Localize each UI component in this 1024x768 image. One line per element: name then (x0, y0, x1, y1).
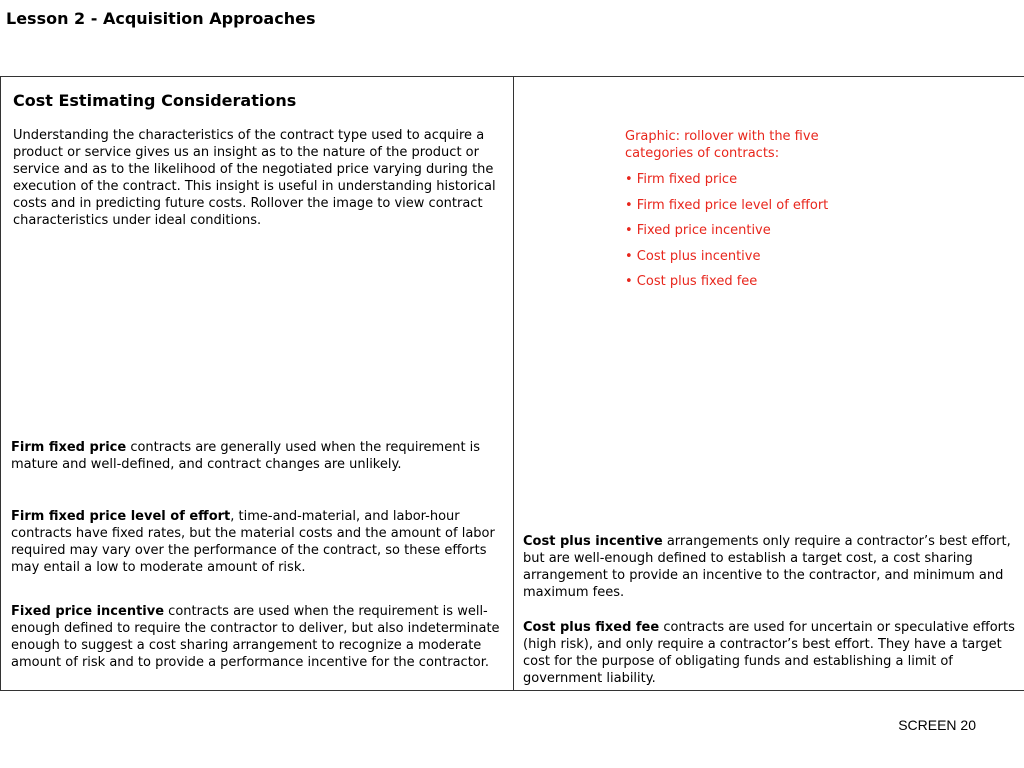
cpi-description (523, 533, 1013, 601)
content-frame (0, 76, 1024, 691)
ffp-text: contracts are generally used when the requirement is mature and well-defined, and contract changes are unlikely. (11, 440, 481, 472)
cpi-term: Cost plus incentive (523, 534, 663, 549)
fpi-term: Fixed price incentive (11, 604, 165, 619)
ffploe-description (11, 508, 501, 576)
category-item[interactable]: • Cost plus fixed fee (625, 274, 758, 289)
screen-number: SCREEN 20 (898, 717, 976, 733)
intro-paragraph: Understanding the characteristics of the contract type used to acquire a product or service gives us an insight as to the nature of the product or service and as to the likelihood of the negotiated price varying during the execution of the contract. This insight is useful in understanding historical costs and in predicting future costs. Rollover the image to view contract characteristics under ideal conditions. (13, 128, 496, 228)
contract-categories-list[interactable] (625, 171, 828, 299)
lesson-title: Lesson 2 - Acquisition Approaches (6, 9, 316, 28)
cpff-term: Cost plus fixed fee (523, 620, 660, 635)
ffploe-term: Firm fixed price level of effort (11, 509, 231, 524)
cpff-description (523, 619, 1018, 687)
graphic-rollover-note[interactable]: Graphic: rollover with the five categories of contracts: (625, 129, 819, 161)
cpi-text: arrangements only require a contractor’s best effort, but are well-enough defined to establish a target cost, a cost sharing arrangement to provide an incentive to the contractor, and minimum and maximum fees. (523, 534, 1011, 600)
cpff-text: contracts are used for uncertain or speculative efforts (high risk), and only require a contractor’s best effort. They have a target cost for the purpose of obligating funds and establishing a limit of government liability. (523, 620, 1015, 686)
column-divider (513, 77, 514, 690)
ffploe-text: , time-and-material, and labor-hour contracts have fixed rates, but the material costs and the amount of labor required may vary over the performance of the contract, so these efforts may entail a low to moderate amount of risk. (11, 509, 495, 575)
category-item[interactable]: • Fixed price incentive (625, 223, 771, 238)
ffp-description (11, 439, 501, 473)
category-item[interactable]: • Cost plus incentive (625, 248, 761, 264)
ffp-term: Firm fixed price (11, 440, 127, 455)
fpi-description (11, 603, 501, 671)
fpi-text: contracts are used when the requirement is well-enough defined to require the contractor to deliver, but also indeterminate enough to suggest a cost sharing arrangement to recognize a moderate amount of risk and to provide a performance incentive for the contractor. (11, 604, 500, 670)
category-item[interactable]: • Firm fixed price level of effort (625, 197, 829, 213)
section-title: Cost Estimating Considerations (13, 91, 297, 110)
category-item[interactable]: • Firm fixed price (625, 172, 738, 187)
